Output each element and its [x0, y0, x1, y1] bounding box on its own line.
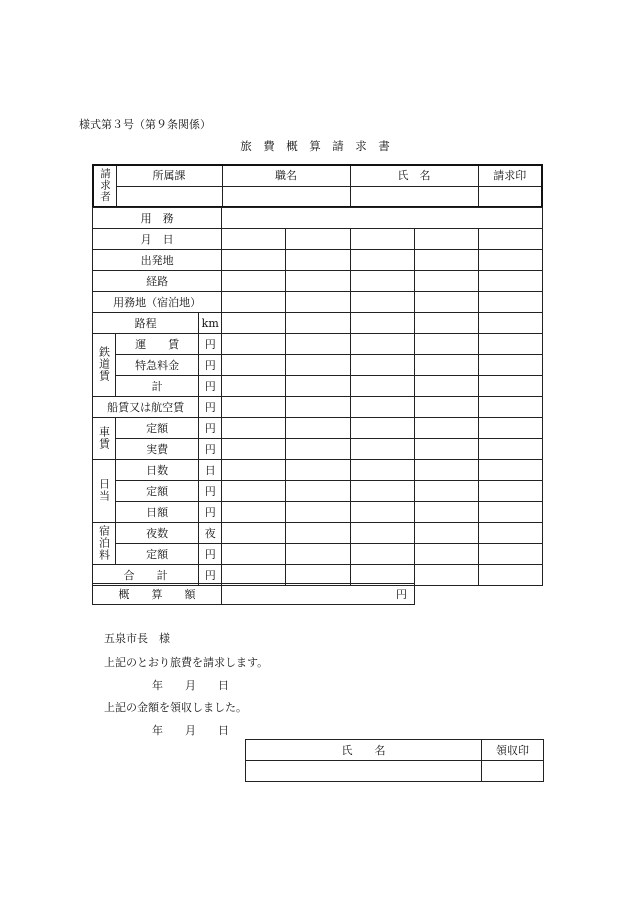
- lodging-fixed-label: 定額: [116, 544, 199, 565]
- departure-cell[interactable]: [222, 250, 286, 271]
- total-cell[interactable]: [414, 565, 478, 586]
- yen-unit: 円: [199, 565, 222, 586]
- car-fixed-label: 定額: [116, 418, 199, 439]
- ship-air-cell[interactable]: [414, 397, 478, 418]
- fare-label: 運 賃: [116, 334, 199, 355]
- subtotal-label: 計: [116, 376, 199, 397]
- request-date-line[interactable]: 年 月 日: [152, 679, 229, 692]
- date-cell[interactable]: [222, 229, 286, 250]
- days-cell[interactable]: [222, 460, 286, 481]
- date-cell[interactable]: [350, 229, 414, 250]
- destination-cell[interactable]: [350, 292, 414, 313]
- yen-unit: 円: [199, 355, 222, 376]
- car-actual-cell[interactable]: [222, 439, 286, 460]
- ship-air-label: 船賃又は航空賃: [93, 397, 199, 418]
- ship-air-cell[interactable]: [350, 397, 414, 418]
- seal-header: 請求印: [478, 165, 542, 186]
- car-fixed-cell[interactable]: [414, 418, 478, 439]
- requester-side-label: 請求者: [93, 165, 116, 207]
- departure-cell[interactable]: [286, 250, 350, 271]
- receipt-date-line[interactable]: 年 月 日: [152, 724, 229, 737]
- departure-cell[interactable]: [350, 250, 414, 271]
- departure-cell[interactable]: [414, 250, 478, 271]
- subtotal-cell[interactable]: [414, 376, 478, 397]
- days-cell[interactable]: [414, 460, 478, 481]
- receipt-seal-header: 領収印: [482, 740, 544, 761]
- express-cell[interactable]: [350, 355, 414, 376]
- route-cell[interactable]: [478, 271, 542, 292]
- car-actual-cell[interactable]: [414, 439, 478, 460]
- express-cell[interactable]: [414, 355, 478, 376]
- lodging-group-label: 宿泊料: [93, 523, 116, 565]
- date-cell[interactable]: [286, 229, 350, 250]
- date-cell[interactable]: [414, 229, 478, 250]
- itinerary-table: [92, 207, 543, 586]
- yen-unit: 円: [199, 544, 222, 565]
- departure-label: 出発地: [93, 250, 222, 271]
- estimate-label: 概 算 額: [93, 584, 222, 605]
- yen-unit: 円: [199, 418, 222, 439]
- yen-unit: 円: [199, 334, 222, 355]
- purpose-label: 用 務: [93, 208, 222, 229]
- distance-label: 路程: [93, 313, 199, 334]
- yen-unit: 円: [199, 439, 222, 460]
- destination-cell[interactable]: [478, 292, 542, 313]
- subtotal-cell[interactable]: [350, 376, 414, 397]
- name-header: 氏 名: [350, 165, 478, 186]
- document-title: 旅 費 概 算 請 求 書: [240, 138, 390, 153]
- daily-group-label: 日当: [93, 460, 116, 523]
- express-cell[interactable]: [478, 355, 542, 376]
- destination-cell[interactable]: [222, 292, 286, 313]
- subtotal-cell[interactable]: [222, 376, 286, 397]
- car-fixed-cell[interactable]: [478, 418, 542, 439]
- nights-cell[interactable]: [350, 523, 414, 544]
- car-actual-label: 実費: [116, 439, 199, 460]
- receipt-table: [245, 739, 544, 782]
- distance-cell[interactable]: [286, 313, 350, 334]
- name-field[interactable]: [350, 186, 478, 207]
- route-label: 経路: [93, 271, 222, 292]
- daily-amount-cell[interactable]: [286, 502, 350, 523]
- express-cell[interactable]: [222, 355, 286, 376]
- daily-fixed-cell[interactable]: [350, 481, 414, 502]
- days-label: 日数: [116, 460, 199, 481]
- night-unit: 夜: [199, 523, 222, 544]
- distance-cell[interactable]: [414, 313, 478, 334]
- distance-cell[interactable]: [222, 313, 286, 334]
- daily-fixed-cell[interactable]: [478, 481, 542, 502]
- departure-cell[interactable]: [478, 250, 542, 271]
- car-actual-cell[interactable]: [350, 439, 414, 460]
- fare-cell[interactable]: [286, 334, 350, 355]
- position-field[interactable]: [222, 186, 350, 207]
- express-label: 特急料金: [116, 355, 199, 376]
- seal-field[interactable]: [478, 186, 542, 207]
- subtotal-cell[interactable]: [478, 376, 542, 397]
- car-fixed-cell[interactable]: [286, 418, 350, 439]
- route-cell[interactable]: [350, 271, 414, 292]
- ship-air-cell[interactable]: [286, 397, 350, 418]
- destination-cell[interactable]: [414, 292, 478, 313]
- nights-cell[interactable]: [478, 523, 542, 544]
- days-cell[interactable]: [350, 460, 414, 481]
- destination-label: 用務地（宿泊地）: [93, 292, 222, 313]
- purpose-field[interactable]: [222, 208, 543, 229]
- request-statement: 上記のとおり旅費を請求します。: [104, 656, 269, 669]
- daily-fixed-cell[interactable]: [286, 481, 350, 502]
- ship-air-cell[interactable]: [478, 397, 542, 418]
- daily-amount-label: 日額: [116, 502, 199, 523]
- receipt-statement: 上記の金額を領収しました。: [104, 701, 247, 714]
- route-cell[interactable]: [286, 271, 350, 292]
- nights-cell[interactable]: [286, 523, 350, 544]
- dept-header: 所属課: [116, 165, 222, 186]
- lodging-fixed-cell[interactable]: [350, 544, 414, 565]
- dept-field[interactable]: [116, 186, 222, 207]
- estimate-field[interactable]: [222, 584, 415, 605]
- fare-cell[interactable]: [350, 334, 414, 355]
- estimate-table: [92, 583, 415, 605]
- route-cell[interactable]: [414, 271, 478, 292]
- car-fixed-cell[interactable]: [350, 418, 414, 439]
- total-cell[interactable]: [478, 565, 542, 586]
- date-cell[interactable]: [478, 229, 542, 250]
- day-unit: 日: [199, 460, 222, 481]
- fare-cell[interactable]: [414, 334, 478, 355]
- distance-unit: km: [199, 313, 222, 334]
- yen-unit: 円: [199, 376, 222, 397]
- requester-table: [92, 164, 543, 208]
- daily-fixed-cell[interactable]: [222, 481, 286, 502]
- car-actual-cell[interactable]: [478, 439, 542, 460]
- rail-group-label: 鉄道賃: [93, 334, 116, 397]
- distance-cell[interactable]: [478, 313, 542, 334]
- nights-label: 夜数: [116, 523, 199, 544]
- yen-unit: 円: [199, 502, 222, 523]
- days-cell[interactable]: [478, 460, 542, 481]
- form-number: 様式第３号（第９条関係）: [79, 118, 211, 131]
- daily-amount-cell[interactable]: [414, 502, 478, 523]
- estimate-unit: 円: [396, 587, 407, 601]
- addressee: 五泉市長 様: [104, 632, 170, 645]
- daily-amount-cell[interactable]: [478, 502, 542, 523]
- subtotal-cell[interactable]: [286, 376, 350, 397]
- total-label: 合 計: [93, 565, 199, 586]
- nights-cell[interactable]: [222, 523, 286, 544]
- car-group-label: 車賃: [93, 418, 116, 460]
- daily-amount-cell[interactable]: [350, 502, 414, 523]
- yen-unit: 円: [199, 481, 222, 502]
- daily-fixed-label: 定額: [116, 481, 199, 502]
- date-label: 月 日: [93, 229, 222, 250]
- yen-unit: 円: [199, 397, 222, 418]
- fare-cell[interactable]: [222, 334, 286, 355]
- ship-air-cell[interactable]: [222, 397, 286, 418]
- lodging-fixed-cell[interactable]: [414, 544, 478, 565]
- lodging-fixed-cell[interactable]: [222, 544, 286, 565]
- daily-fixed-cell[interactable]: [414, 481, 478, 502]
- car-fixed-cell[interactable]: [222, 418, 286, 439]
- express-cell[interactable]: [286, 355, 350, 376]
- daily-amount-cell[interactable]: [222, 502, 286, 523]
- receipt-name-field[interactable]: [246, 761, 482, 782]
- car-actual-cell[interactable]: [286, 439, 350, 460]
- lodging-fixed-cell[interactable]: [286, 544, 350, 565]
- days-cell[interactable]: [286, 460, 350, 481]
- nights-cell[interactable]: [414, 523, 478, 544]
- position-header: 職名: [222, 165, 350, 186]
- fare-cell[interactable]: [478, 334, 542, 355]
- destination-cell[interactable]: [286, 292, 350, 313]
- route-cell[interactable]: [222, 271, 286, 292]
- receipt-name-header: 氏 名: [246, 740, 482, 761]
- receipt-seal-field[interactable]: [482, 761, 544, 782]
- lodging-fixed-cell[interactable]: [478, 544, 542, 565]
- distance-cell[interactable]: [350, 313, 414, 334]
